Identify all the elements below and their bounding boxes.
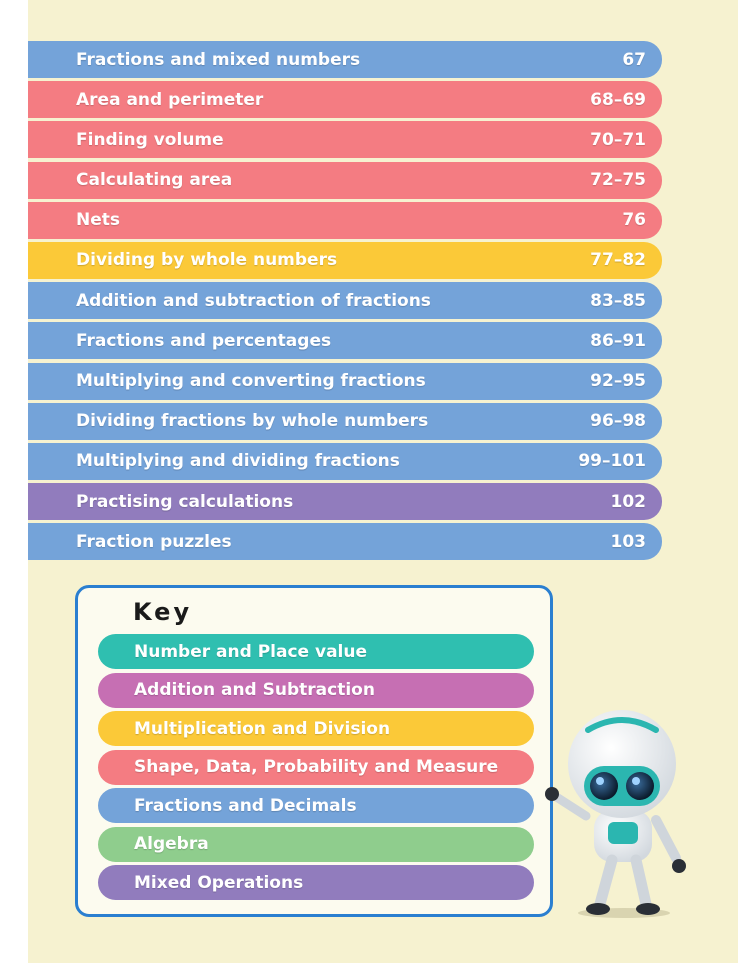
contents-row[interactable] (28, 162, 662, 199)
contents-title: Nets (76, 210, 121, 231)
robot-chest-panel (608, 822, 638, 844)
contents-title: Addition and subtraction of fractions (76, 290, 431, 311)
contents-pages: 77–82 (590, 250, 646, 271)
contents-pages: 96–98 (590, 411, 646, 432)
contents-row[interactable] (28, 282, 662, 319)
contents-title: Finding volume (76, 129, 224, 150)
contents-pages: 86–91 (590, 330, 646, 351)
contents-row[interactable] (28, 363, 662, 400)
key-title: Key (133, 598, 193, 626)
key-item: Mixed Operations (98, 865, 534, 900)
key-list (98, 634, 534, 904)
contents-list (28, 41, 662, 563)
contents-title: Dividing fractions by whole numbers (76, 411, 429, 432)
contents-pages: 92–95 (590, 371, 646, 391)
contents-pages: 68–69 (590, 89, 646, 110)
contents-title: Fraction puzzles (76, 531, 232, 552)
contents-title: Fractions and percentages (76, 330, 332, 351)
contents-title: Dividing by whole numbers (76, 250, 338, 271)
key-item: Algebra (98, 827, 534, 862)
contents-title: Multiplying and dividing fractions (76, 451, 400, 472)
contents-title: Area and perimeter (76, 89, 264, 110)
contents-pages: 72–75 (590, 170, 646, 191)
contents-row[interactable] (28, 81, 662, 118)
contents-row[interactable] (28, 483, 662, 520)
contents-pages: 99–101 (578, 451, 646, 472)
contents-row[interactable] (28, 443, 662, 480)
contents-pages: 67 (622, 49, 646, 70)
contents-title: Multiplying and converting fractions (76, 371, 426, 391)
key-item: Multiplication and Division (98, 711, 534, 746)
contents-title: Practising calculations (76, 491, 294, 512)
contents-row[interactable] (28, 202, 662, 239)
contents-title: Calculating area (76, 170, 233, 191)
contents-pages: 76 (622, 210, 646, 231)
contents-row[interactable] (28, 121, 662, 158)
contents-row[interactable] (28, 403, 662, 440)
key-item: Fractions and Decimals (98, 788, 534, 823)
key-item: Addition and Subtraction (98, 673, 534, 708)
contents-row[interactable] (28, 41, 662, 78)
contents-row[interactable] (28, 523, 662, 560)
key-item: Number and Place value (98, 634, 534, 669)
contents-row[interactable] (28, 322, 662, 359)
key-item: Shape, Data, Probability and Measure (98, 750, 534, 785)
key-panel (75, 585, 553, 917)
robot-icon (536, 708, 690, 920)
contents-pages: 103 (610, 531, 646, 552)
contents-pages: 102 (610, 491, 646, 512)
contents-title: Fractions and mixed numbers (76, 49, 361, 70)
contents-pages: 83–85 (590, 290, 646, 311)
contents-row[interactable] (28, 242, 662, 279)
contents-pages: 70–71 (590, 129, 646, 150)
